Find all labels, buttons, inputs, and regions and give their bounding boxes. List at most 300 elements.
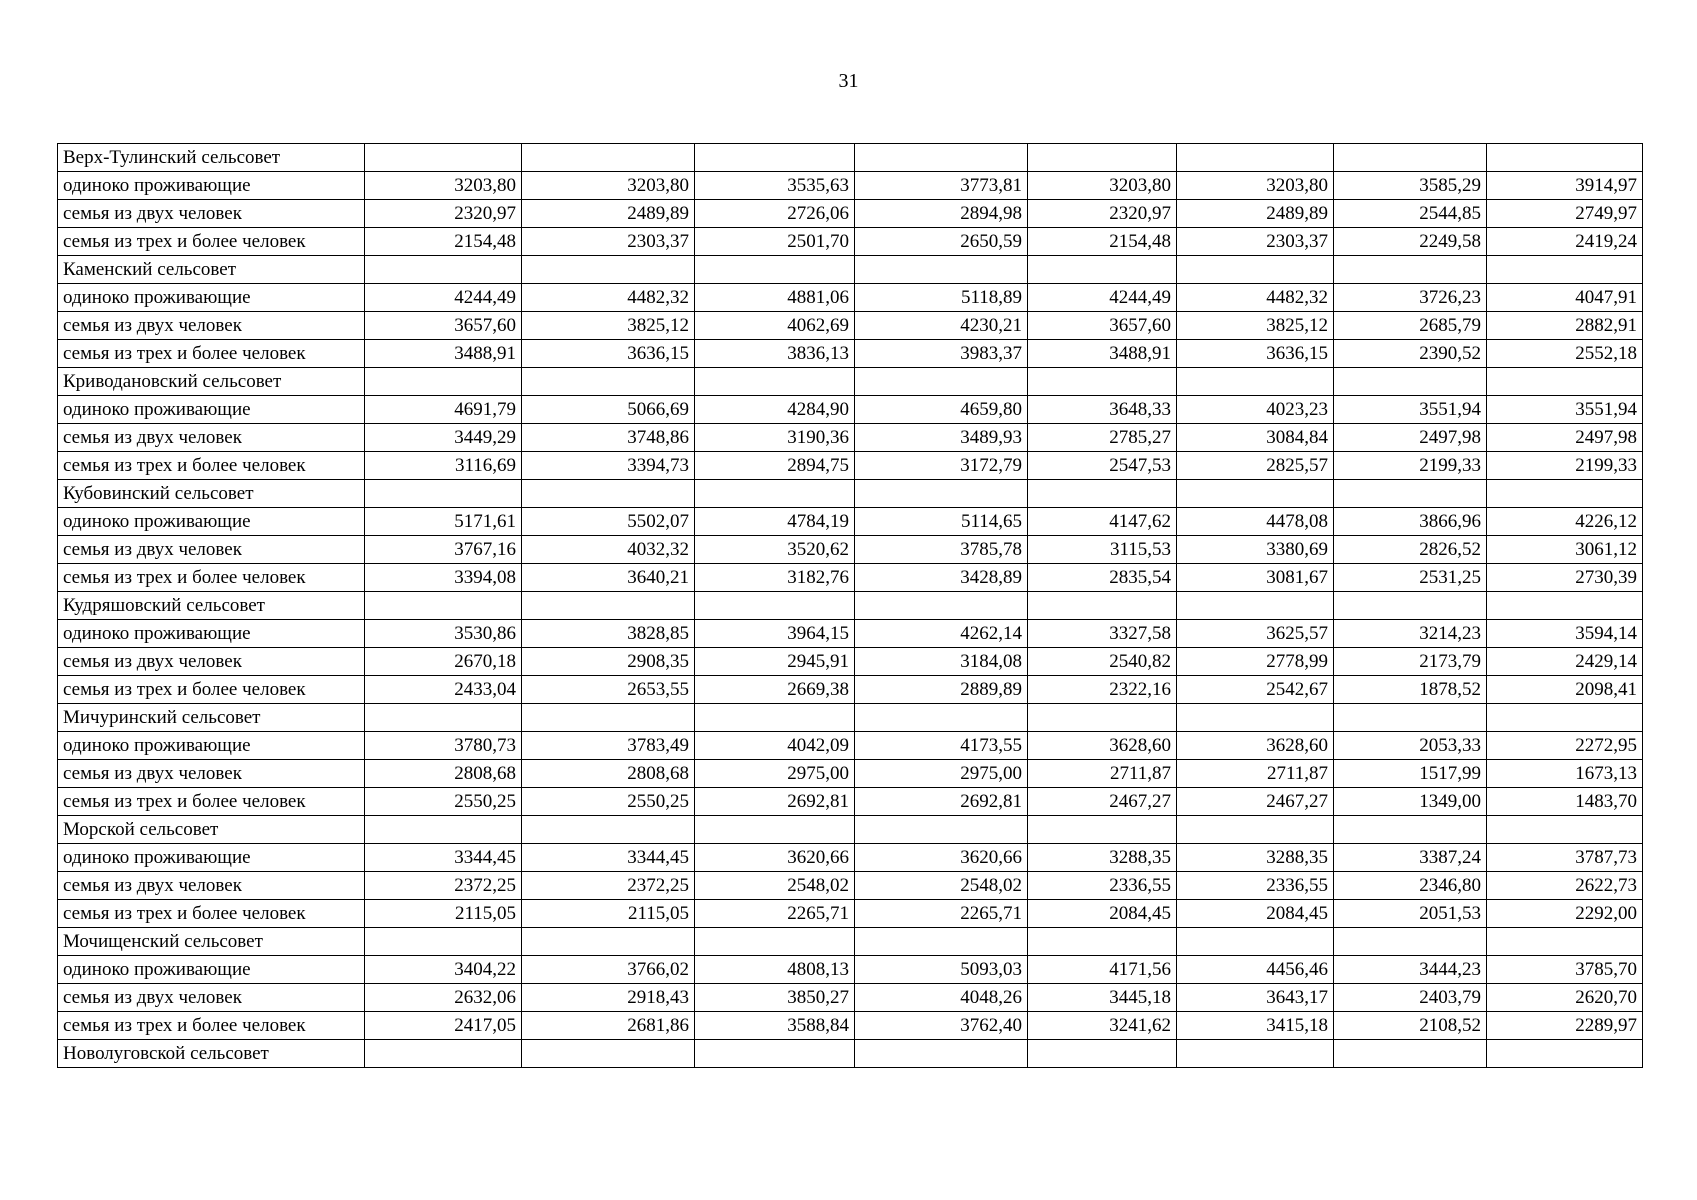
value-cell: 4171,56 [1028, 956, 1177, 984]
row-label: семья из двух человек [58, 200, 365, 228]
value-cell: 3203,80 [1177, 172, 1334, 200]
row-label: семья из двух человек [58, 760, 365, 788]
value-cell: 3828,85 [522, 620, 695, 648]
value-cell: 3551,94 [1334, 396, 1487, 424]
empty-cell [365, 928, 522, 956]
value-cell: 4478,08 [1177, 508, 1334, 536]
section-header-row [58, 368, 1643, 396]
value-cell: 3203,80 [522, 172, 695, 200]
value-cell: 4062,69 [695, 312, 855, 340]
value-cell: 3535,63 [695, 172, 855, 200]
row-label: одиноко проживающие [58, 396, 365, 424]
table-row [58, 788, 1643, 816]
empty-cell [695, 256, 855, 284]
table-row [58, 844, 1643, 872]
value-cell: 3620,66 [695, 844, 855, 872]
table-row [58, 1012, 1643, 1040]
empty-cell [522, 816, 695, 844]
value-cell: 3836,13 [695, 340, 855, 368]
value-cell: 3785,78 [855, 536, 1028, 564]
value-cell: 4262,14 [855, 620, 1028, 648]
value-cell: 3488,91 [1028, 340, 1177, 368]
empty-cell [695, 928, 855, 956]
empty-cell [1487, 704, 1643, 732]
value-cell: 3762,40 [855, 1012, 1028, 1040]
empty-cell [365, 368, 522, 396]
table-row [58, 732, 1643, 760]
table-row [58, 284, 1643, 312]
value-cell: 2670,18 [365, 648, 522, 676]
value-cell: 4147,62 [1028, 508, 1177, 536]
section-header-row [58, 592, 1643, 620]
table-row [58, 396, 1643, 424]
value-cell: 5093,03 [855, 956, 1028, 984]
value-cell: 3636,15 [522, 340, 695, 368]
value-cell: 2835,54 [1028, 564, 1177, 592]
value-cell: 5118,89 [855, 284, 1028, 312]
value-cell: 2265,71 [695, 900, 855, 928]
value-cell: 3488,91 [365, 340, 522, 368]
value-cell: 2778,99 [1177, 648, 1334, 676]
empty-cell [522, 368, 695, 396]
value-cell: 3628,60 [1028, 732, 1177, 760]
value-cell: 2692,81 [695, 788, 855, 816]
value-cell: 3428,89 [855, 564, 1028, 592]
empty-cell [855, 928, 1028, 956]
value-cell: 3394,73 [522, 452, 695, 480]
table-row [58, 900, 1643, 928]
row-label: одиноко проживающие [58, 508, 365, 536]
section-name: Новолуговской сельсовет [58, 1040, 365, 1068]
value-cell: 1517,99 [1334, 760, 1487, 788]
value-cell: 3327,58 [1028, 620, 1177, 648]
value-cell: 4048,26 [855, 984, 1028, 1012]
section-name: Мичуринский сельсовет [58, 704, 365, 732]
empty-cell [1487, 480, 1643, 508]
value-cell: 2429,14 [1487, 648, 1643, 676]
empty-cell [522, 592, 695, 620]
empty-cell [1334, 592, 1487, 620]
table-row [58, 872, 1643, 900]
value-cell: 4659,80 [855, 396, 1028, 424]
empty-cell [1028, 704, 1177, 732]
value-cell: 2417,05 [365, 1012, 522, 1040]
section-name: Каменский сельсовет [58, 256, 365, 284]
empty-cell [855, 480, 1028, 508]
value-cell: 2265,71 [855, 900, 1028, 928]
empty-cell [365, 256, 522, 284]
section-header-row [58, 256, 1643, 284]
value-cell: 3585,29 [1334, 172, 1487, 200]
value-cell: 3825,12 [1177, 312, 1334, 340]
value-cell: 3748,86 [522, 424, 695, 452]
value-cell: 3404,22 [365, 956, 522, 984]
table-row [58, 228, 1643, 256]
empty-cell [855, 592, 1028, 620]
empty-cell [1487, 144, 1643, 172]
value-cell: 2372,25 [522, 872, 695, 900]
row-label: одиноко проживающие [58, 172, 365, 200]
value-cell: 2497,98 [1334, 424, 1487, 452]
table-row [58, 760, 1643, 788]
row-label: одиноко проживающие [58, 844, 365, 872]
empty-cell [365, 816, 522, 844]
table-row [58, 648, 1643, 676]
empty-cell [855, 704, 1028, 732]
value-cell: 5114,65 [855, 508, 1028, 536]
value-cell: 2548,02 [855, 872, 1028, 900]
empty-cell [1177, 592, 1334, 620]
value-cell: 3445,18 [1028, 984, 1177, 1012]
section-name: Верх-Тулинский сельсовет [58, 144, 365, 172]
empty-cell [1028, 928, 1177, 956]
value-cell: 3530,86 [365, 620, 522, 648]
section-name: Морской сельсовет [58, 816, 365, 844]
value-cell: 3288,35 [1177, 844, 1334, 872]
value-cell: 2115,05 [522, 900, 695, 928]
value-cell: 4230,21 [855, 312, 1028, 340]
value-cell: 3084,84 [1177, 424, 1334, 452]
empty-cell [855, 816, 1028, 844]
value-cell: 2540,82 [1028, 648, 1177, 676]
value-cell: 3787,73 [1487, 844, 1643, 872]
value-cell: 2669,38 [695, 676, 855, 704]
value-cell: 4244,49 [365, 284, 522, 312]
section-name: Криводановский сельсовет [58, 368, 365, 396]
value-cell: 3172,79 [855, 452, 1028, 480]
value-cell: 3866,96 [1334, 508, 1487, 536]
value-cell: 4173,55 [855, 732, 1028, 760]
empty-cell [1028, 592, 1177, 620]
empty-cell [1334, 928, 1487, 956]
value-cell: 3643,17 [1177, 984, 1334, 1012]
value-cell: 3657,60 [1028, 312, 1177, 340]
value-cell: 2808,68 [522, 760, 695, 788]
value-cell: 2303,37 [522, 228, 695, 256]
empty-cell [855, 256, 1028, 284]
value-cell: 3657,60 [365, 312, 522, 340]
value-cell: 3288,35 [1028, 844, 1177, 872]
value-cell: 3203,80 [1028, 172, 1177, 200]
value-cell: 3214,23 [1334, 620, 1487, 648]
value-cell: 2548,02 [695, 872, 855, 900]
value-cell: 2372,25 [365, 872, 522, 900]
empty-cell [1177, 704, 1334, 732]
value-cell: 2336,55 [1028, 872, 1177, 900]
value-cell: 3203,80 [365, 172, 522, 200]
value-cell: 3640,21 [522, 564, 695, 592]
value-cell: 5171,61 [365, 508, 522, 536]
row-label: одиноко проживающие [58, 732, 365, 760]
row-label: семья из трех и более человек [58, 564, 365, 592]
empty-cell [522, 1040, 695, 1068]
empty-cell [365, 1040, 522, 1068]
value-cell: 3344,45 [522, 844, 695, 872]
value-cell: 2199,33 [1334, 452, 1487, 480]
table-row [58, 676, 1643, 704]
row-label: одиноко проживающие [58, 956, 365, 984]
value-cell: 2889,89 [855, 676, 1028, 704]
value-cell: 3850,27 [695, 984, 855, 1012]
row-label: одиноко проживающие [58, 284, 365, 312]
value-cell: 2552,18 [1487, 340, 1643, 368]
value-cell: 4691,79 [365, 396, 522, 424]
empty-cell [1487, 256, 1643, 284]
row-label: семья из трех и более человек [58, 452, 365, 480]
value-cell: 3636,15 [1177, 340, 1334, 368]
value-cell: 2419,24 [1487, 228, 1643, 256]
value-cell: 2084,45 [1028, 900, 1177, 928]
value-cell: 3551,94 [1487, 396, 1643, 424]
value-cell: 3785,70 [1487, 956, 1643, 984]
empty-cell [1177, 368, 1334, 396]
value-cell: 3726,23 [1334, 284, 1487, 312]
empty-cell [1487, 592, 1643, 620]
table-row [58, 200, 1643, 228]
value-cell: 2544,85 [1334, 200, 1487, 228]
table-body [58, 144, 1643, 1068]
value-cell: 2945,91 [695, 648, 855, 676]
row-label: семья из трех и более человек [58, 228, 365, 256]
value-cell: 2882,91 [1487, 312, 1643, 340]
row-label: семья из двух человек [58, 872, 365, 900]
value-cell: 3116,69 [365, 452, 522, 480]
value-cell: 1673,13 [1487, 760, 1643, 788]
value-cell: 2653,55 [522, 676, 695, 704]
section-name: Кубовинский сельсовет [58, 480, 365, 508]
table-row [58, 172, 1643, 200]
value-cell: 3115,53 [1028, 536, 1177, 564]
value-cell: 4042,09 [695, 732, 855, 760]
value-cell: 3449,29 [365, 424, 522, 452]
empty-cell [1334, 816, 1487, 844]
value-cell: 3444,23 [1334, 956, 1487, 984]
cost-table [57, 143, 1643, 1068]
empty-cell [1487, 928, 1643, 956]
section-name: Кудряшовский сельсовет [58, 592, 365, 620]
value-cell: 4244,49 [1028, 284, 1177, 312]
value-cell: 3182,76 [695, 564, 855, 592]
row-label: семья из трех и более человек [58, 1012, 365, 1040]
value-cell: 1878,52 [1334, 676, 1487, 704]
value-cell: 2098,41 [1487, 676, 1643, 704]
value-cell: 1349,00 [1334, 788, 1487, 816]
section-header-row [58, 704, 1643, 732]
value-cell: 2199,33 [1487, 452, 1643, 480]
value-cell: 3983,37 [855, 340, 1028, 368]
empty-cell [1028, 256, 1177, 284]
value-cell: 2681,86 [522, 1012, 695, 1040]
value-cell: 2249,58 [1334, 228, 1487, 256]
empty-cell [1177, 928, 1334, 956]
value-cell: 2051,53 [1334, 900, 1487, 928]
section-header-row [58, 480, 1643, 508]
value-cell: 2115,05 [365, 900, 522, 928]
value-cell: 2808,68 [365, 760, 522, 788]
value-cell: 5066,69 [522, 396, 695, 424]
value-cell: 2289,97 [1487, 1012, 1643, 1040]
value-cell: 3387,24 [1334, 844, 1487, 872]
empty-cell [365, 704, 522, 732]
empty-cell [522, 144, 695, 172]
value-cell: 2749,97 [1487, 200, 1643, 228]
value-cell: 2894,75 [695, 452, 855, 480]
value-cell: 3344,45 [365, 844, 522, 872]
empty-cell [1334, 480, 1487, 508]
value-cell: 2489,89 [1177, 200, 1334, 228]
empty-cell [1177, 1040, 1334, 1068]
value-cell: 3588,84 [695, 1012, 855, 1040]
value-cell: 2053,33 [1334, 732, 1487, 760]
table-row [58, 536, 1643, 564]
value-cell: 2908,35 [522, 648, 695, 676]
empty-cell [1177, 816, 1334, 844]
value-cell: 2894,98 [855, 200, 1028, 228]
value-cell: 2467,27 [1177, 788, 1334, 816]
section-header-row [58, 928, 1643, 956]
table-row [58, 620, 1643, 648]
value-cell: 3964,15 [695, 620, 855, 648]
value-cell: 3594,14 [1487, 620, 1643, 648]
value-cell: 2084,45 [1177, 900, 1334, 928]
value-cell: 2785,27 [1028, 424, 1177, 452]
row-label: семья из трех и более человек [58, 676, 365, 704]
value-cell: 2292,00 [1487, 900, 1643, 928]
value-cell: 2320,97 [365, 200, 522, 228]
value-cell: 1483,70 [1487, 788, 1643, 816]
value-cell: 3081,67 [1177, 564, 1334, 592]
empty-cell [365, 144, 522, 172]
empty-cell [1334, 144, 1487, 172]
row-label: одиноко проживающие [58, 620, 365, 648]
value-cell: 2711,87 [1177, 760, 1334, 788]
value-cell: 3241,62 [1028, 1012, 1177, 1040]
value-cell: 2692,81 [855, 788, 1028, 816]
page-number: 31 [838, 70, 859, 92]
value-cell: 2918,43 [522, 984, 695, 1012]
value-cell: 2108,52 [1334, 1012, 1487, 1040]
table-row [58, 508, 1643, 536]
table-row [58, 452, 1643, 480]
table-row [58, 312, 1643, 340]
value-cell: 3914,97 [1487, 172, 1643, 200]
empty-cell [1334, 256, 1487, 284]
section-name: Мочищенский сельсовет [58, 928, 365, 956]
value-cell: 3625,57 [1177, 620, 1334, 648]
empty-cell [522, 480, 695, 508]
value-cell: 3780,73 [365, 732, 522, 760]
row-label: семья из двух человек [58, 312, 365, 340]
empty-cell [365, 480, 522, 508]
value-cell: 4032,32 [522, 536, 695, 564]
value-cell: 3380,69 [1177, 536, 1334, 564]
value-cell: 2632,06 [365, 984, 522, 1012]
value-cell: 3415,18 [1177, 1012, 1334, 1040]
row-label: семья из двух человек [58, 984, 365, 1012]
value-cell: 2501,70 [695, 228, 855, 256]
empty-cell [695, 704, 855, 732]
value-cell: 4482,32 [522, 284, 695, 312]
value-cell: 2346,80 [1334, 872, 1487, 900]
row-label: семья из трех и более человек [58, 788, 365, 816]
table-row [58, 984, 1643, 1012]
value-cell: 4047,91 [1487, 284, 1643, 312]
value-cell: 3190,36 [695, 424, 855, 452]
value-cell: 3766,02 [522, 956, 695, 984]
empty-cell [695, 480, 855, 508]
value-cell: 2826,52 [1334, 536, 1487, 564]
value-cell: 2403,79 [1334, 984, 1487, 1012]
row-label: семья из двух человек [58, 424, 365, 452]
empty-cell [695, 144, 855, 172]
value-cell: 4881,06 [695, 284, 855, 312]
value-cell: 2336,55 [1177, 872, 1334, 900]
value-cell: 3767,16 [365, 536, 522, 564]
empty-cell [1334, 368, 1487, 396]
section-header-row [58, 816, 1643, 844]
empty-cell [1177, 144, 1334, 172]
value-cell: 2685,79 [1334, 312, 1487, 340]
value-cell: 2730,39 [1487, 564, 1643, 592]
table-row [58, 340, 1643, 368]
value-cell: 2467,27 [1028, 788, 1177, 816]
empty-cell [1028, 1040, 1177, 1068]
row-label: семья из двух человек [58, 536, 365, 564]
value-cell: 2825,57 [1177, 452, 1334, 480]
table-row [58, 956, 1643, 984]
empty-cell [1334, 704, 1487, 732]
value-cell: 2489,89 [522, 200, 695, 228]
value-cell: 3648,33 [1028, 396, 1177, 424]
empty-cell [1028, 144, 1177, 172]
section-header-row [58, 1040, 1643, 1068]
empty-cell [522, 256, 695, 284]
value-cell: 2620,70 [1487, 984, 1643, 1012]
value-cell: 3620,66 [855, 844, 1028, 872]
empty-cell [522, 928, 695, 956]
value-cell: 5502,07 [522, 508, 695, 536]
empty-cell [695, 816, 855, 844]
value-cell: 4226,12 [1487, 508, 1643, 536]
value-cell: 2390,52 [1334, 340, 1487, 368]
value-cell: 3520,62 [695, 536, 855, 564]
value-cell: 2975,00 [695, 760, 855, 788]
value-cell: 2531,25 [1334, 564, 1487, 592]
value-cell: 2497,98 [1487, 424, 1643, 452]
empty-cell [695, 1040, 855, 1068]
value-cell: 4456,46 [1177, 956, 1334, 984]
value-cell: 4284,90 [695, 396, 855, 424]
empty-cell [1487, 816, 1643, 844]
value-cell: 4784,19 [695, 508, 855, 536]
row-label: семья из трех и более человек [58, 900, 365, 928]
value-cell: 2622,73 [1487, 872, 1643, 900]
empty-cell [855, 144, 1028, 172]
value-cell: 2154,48 [365, 228, 522, 256]
value-cell: 2320,97 [1028, 200, 1177, 228]
value-cell: 4808,13 [695, 956, 855, 984]
value-cell: 2550,25 [365, 788, 522, 816]
empty-cell [1177, 256, 1334, 284]
value-cell: 3825,12 [522, 312, 695, 340]
empty-cell [1177, 480, 1334, 508]
value-cell: 2550,25 [522, 788, 695, 816]
value-cell: 3061,12 [1487, 536, 1643, 564]
value-cell: 3628,60 [1177, 732, 1334, 760]
value-cell: 2433,04 [365, 676, 522, 704]
value-cell: 3783,49 [522, 732, 695, 760]
empty-cell [855, 368, 1028, 396]
